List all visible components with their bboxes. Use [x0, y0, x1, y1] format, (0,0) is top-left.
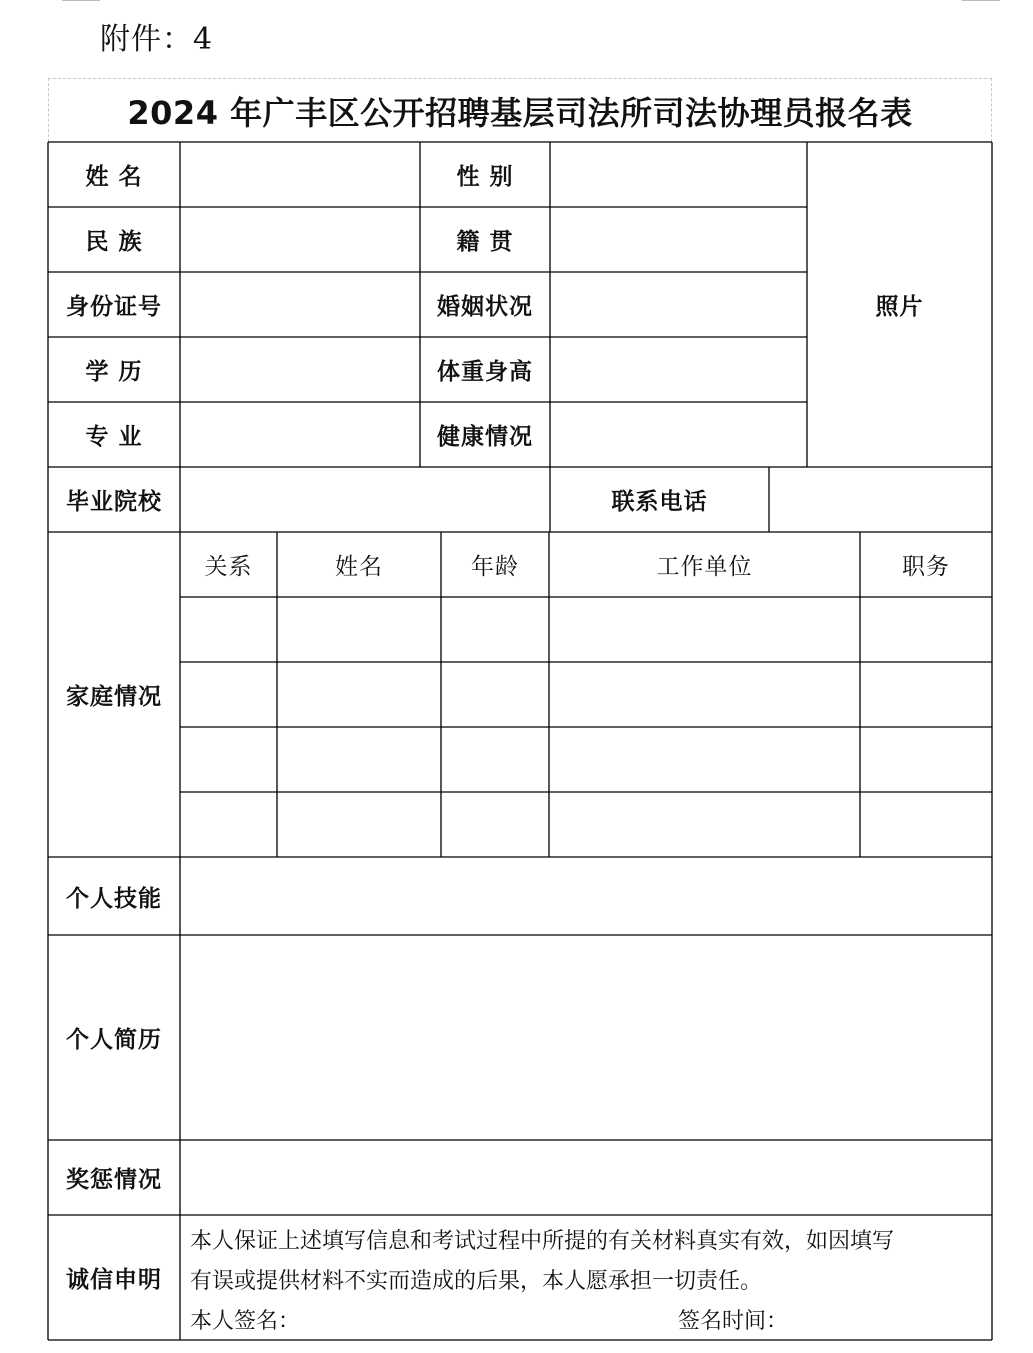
school-field[interactable]	[180, 467, 550, 532]
health-field[interactable]	[550, 402, 807, 467]
gender-label: 性 别	[456, 164, 514, 190]
marital-status-field[interactable]	[550, 272, 807, 337]
declaration-line-2: 有误或提供材料不实而造成的后果，本人愿承担一切责任。	[190, 1269, 763, 1294]
native-place-label: 籍 贯	[456, 229, 514, 255]
name-label: 姓 名	[85, 164, 143, 190]
attachment-label: 附件：4	[100, 22, 214, 57]
school-label: 毕业院校	[66, 489, 162, 515]
resume-label: 个人简历	[66, 1027, 162, 1053]
title-box	[48, 78, 992, 142]
photo-box[interactable]: 照片	[875, 294, 924, 320]
marital-status-label: 婚姻状况	[437, 294, 533, 320]
rewards-field[interactable]	[180, 1140, 992, 1215]
family-row-3[interactable]	[180, 727, 992, 792]
phone-label: 联系电话	[611, 489, 708, 515]
health-label: 健康情况	[437, 424, 533, 450]
form-title: 2024 年广丰区公开招聘基层司法所司法协理员报名表	[127, 93, 913, 132]
family-row-4[interactable]	[180, 792, 992, 857]
family-col-employer: 工作单位	[656, 554, 753, 580]
phone-field[interactable]	[769, 467, 992, 532]
family-row-2[interactable]	[180, 662, 992, 727]
family-col-position: 职务	[902, 554, 950, 580]
signature-field[interactable]	[305, 1300, 665, 1334]
family-row-1[interactable]	[180, 597, 992, 662]
signature-label: 本人签名：	[190, 1309, 301, 1334]
declaration-line-1: 本人保证上述填写信息和考试过程中所提的有关材料真实有效，如因填写	[190, 1229, 895, 1254]
declaration-text	[190, 1222, 985, 1302]
ethnicity-label: 民 族	[85, 229, 143, 255]
family-col-age: 年龄	[471, 554, 519, 580]
sign-date-label: 签名时间：	[678, 1309, 789, 1334]
education-label: 学 历	[85, 359, 143, 385]
id-number-label: 身份证号	[66, 294, 162, 320]
name-field[interactable]	[180, 142, 420, 207]
family-col-relation: 关系	[204, 554, 253, 580]
family-label: 家庭情况	[66, 684, 162, 710]
ethnicity-field[interactable]	[180, 207, 420, 272]
rewards-label: 奖惩情况	[66, 1167, 162, 1193]
integrity-label: 诚信申明	[66, 1267, 162, 1293]
education-field[interactable]	[180, 337, 420, 402]
skills-label: 个人技能	[66, 885, 162, 912]
skills-field[interactable]	[180, 857, 992, 935]
family-col-name: 姓名	[335, 554, 383, 580]
resume-field[interactable]	[180, 935, 992, 1140]
weight-height-label: 体重身高	[437, 359, 533, 385]
gender-field[interactable]	[550, 142, 807, 207]
weight-height-field[interactable]	[550, 337, 807, 402]
major-field[interactable]	[180, 402, 420, 467]
id-number-field[interactable]	[180, 272, 420, 337]
major-label: 专 业	[85, 424, 143, 450]
native-place-field[interactable]	[550, 207, 807, 272]
sign-date-field[interactable]	[790, 1300, 985, 1334]
